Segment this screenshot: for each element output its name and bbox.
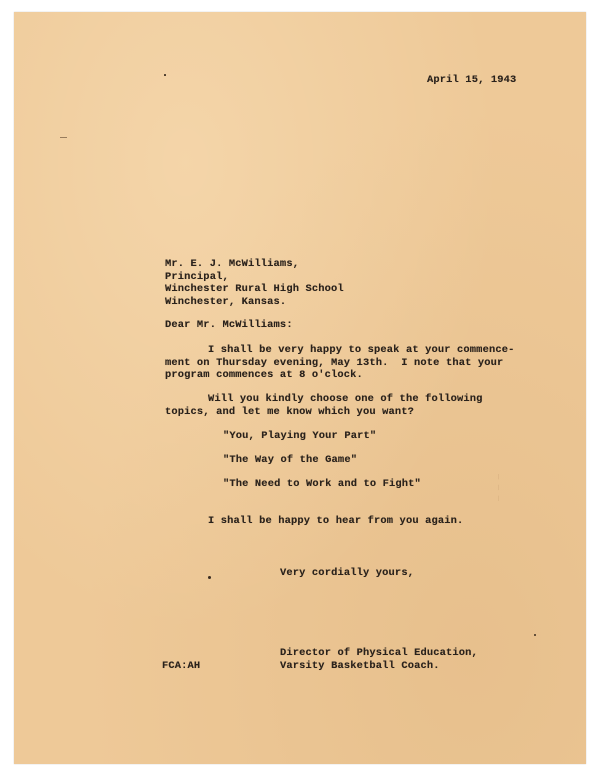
paper-bleed-through: _ _ _ bbox=[496, 474, 506, 502]
paragraph-line: ment on Thursday evening, May 13th. I note that your bbox=[165, 356, 504, 369]
paragraph-line: Will you kindly choose one of the following bbox=[208, 393, 483, 405]
paragraph-line: topics, and let me know which you want? bbox=[165, 405, 415, 418]
topic-item: "You, Playing Your Part" bbox=[223, 430, 377, 442]
salutation: Dear Mr. McWilliams: bbox=[165, 319, 293, 331]
topic-item: "The Need to Work and to Fight" bbox=[223, 478, 421, 490]
paper-mark bbox=[60, 137, 67, 138]
inside-address-name: Mr. E. J. McWilliams, bbox=[165, 258, 300, 270]
inside-address-title: Principal, bbox=[165, 270, 229, 283]
inside-address-city: Winchester, Kansas. bbox=[165, 295, 287, 308]
closing-sentence: I shall be happy to hear from you again. bbox=[208, 515, 464, 527]
paper-speck bbox=[164, 74, 166, 76]
signature-title-line: Varsity Basketball Coach. bbox=[280, 659, 440, 672]
inside-address-school: Winchester Rural High School bbox=[165, 283, 344, 295]
signature-title-line: Director of Physical Education, bbox=[280, 647, 478, 659]
letter-page bbox=[14, 12, 586, 764]
paper-speck bbox=[208, 576, 211, 579]
topic-item: "The Way of the Game" bbox=[223, 454, 358, 466]
complimentary-close: Very cordially yours, bbox=[280, 567, 415, 579]
paragraph-line: I shall be very happy to speak at your commence- bbox=[208, 344, 515, 356]
paper-speck bbox=[534, 634, 536, 636]
paragraph-line: program commences at 8 o'clock. bbox=[165, 369, 363, 381]
reference-initials: FCA:AH bbox=[162, 659, 201, 672]
letter-date: April 15, 1943 bbox=[427, 74, 517, 86]
